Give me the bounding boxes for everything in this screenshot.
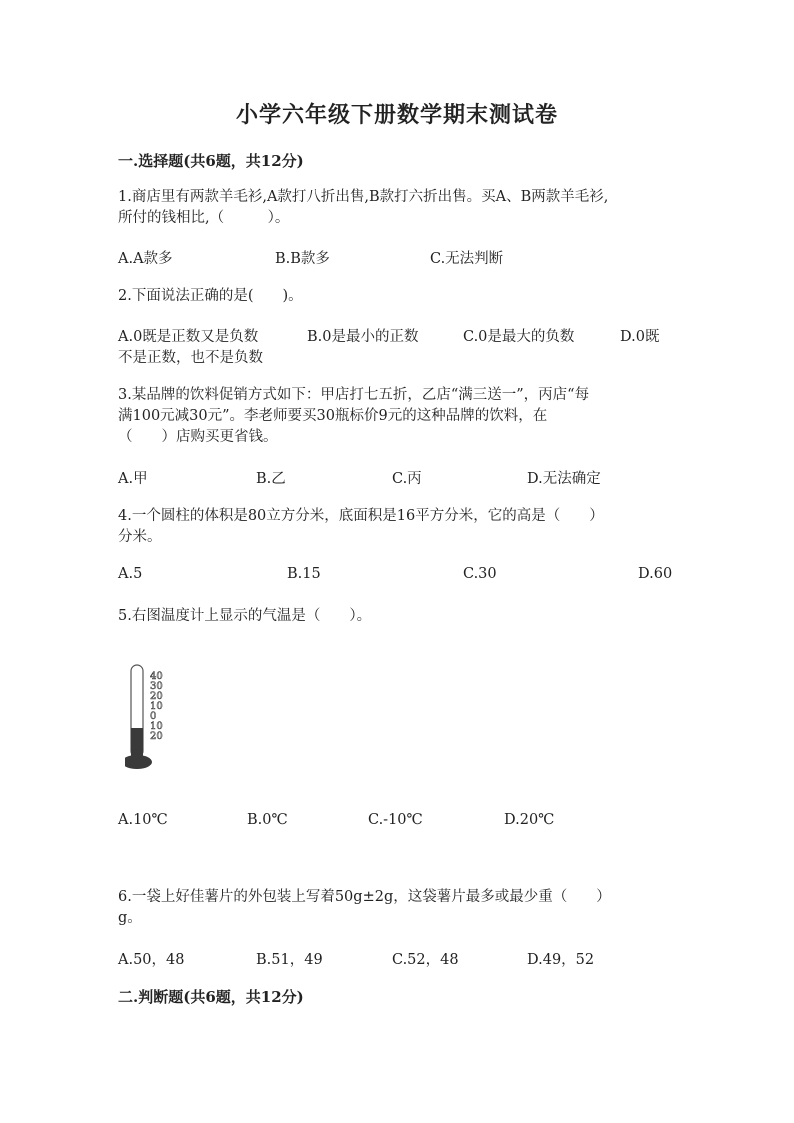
thermometer-icon <box>125 662 185 774</box>
question-6-line-2: g。 <box>118 910 142 926</box>
q3-option-d: D.无法确定 <box>527 471 601 487</box>
q6-option-b: B.51，49 <box>256 952 323 968</box>
question-3-line-3: （ ）店购买更省钱。 <box>118 429 278 445</box>
q2-option-d: D.0既 <box>620 329 660 345</box>
q2-option-b: B.0是最小的正数 <box>307 329 419 345</box>
question-2-line-1: 2.下面说法正确的是( )。 <box>118 288 303 304</box>
scale-label-40: 40 <box>150 671 163 682</box>
q6-option-c: C.52，48 <box>392 952 459 968</box>
thermometer-figure <box>125 662 185 774</box>
q6-option-d: D.49，52 <box>527 952 595 968</box>
question-4-line-1: 4.一个圆柱的体积是80立方分米，底面积是16平方分米，它的高是（ ） <box>118 508 604 524</box>
page-title: 小学六年级下册数学期末测试卷 <box>235 102 558 128</box>
q2-option-c: C.0是最大的负数 <box>463 329 575 345</box>
scale-label-minus-10: 10 <box>150 721 163 732</box>
q2-option-a: A.0既是正数又是负数 <box>118 329 259 345</box>
question-1-line-2: 所付的钱相比,（ ）。 <box>118 210 290 226</box>
question-6-line-1: 6.一袋上好佳薯片的外包装上写着50g±2g，这袋薯片最多或最少重（ ） <box>118 889 611 905</box>
thermometer-bulb <box>125 755 152 769</box>
q1-option-b: B.B款多 <box>275 251 330 267</box>
scale-label-30: 30 <box>150 681 163 692</box>
question-1-line-1: 1.商店里有两款羊毛衫,A款打八折出售,B款打六折出售。买A、B两款羊毛衫, <box>118 189 609 205</box>
q1-option-a: A.A款多 <box>118 251 173 267</box>
q4-option-d: D.60 <box>638 566 673 582</box>
q3-option-a: A.甲 <box>118 471 148 487</box>
scale-label-10: 10 <box>150 701 163 712</box>
q5-option-d: D.20℃ <box>504 812 555 828</box>
q5-option-c: C.-10℃ <box>368 812 423 828</box>
section-heading-choice: 一.选择题(共6题，共12分) <box>118 152 304 170</box>
scale-label-20: 20 <box>150 691 163 702</box>
q6-option-a: A.50，48 <box>118 952 185 968</box>
q4-option-b: B.15 <box>287 566 321 582</box>
question-3-line-2: 满100元减30元”。李老师要买30瓶标价9元的这种品牌的饮料，在 <box>118 408 548 424</box>
question-5-line-1: 5.右图温度计上显示的气温是（ ）。 <box>118 608 372 624</box>
q1-option-c: C.无法判断 <box>430 251 504 267</box>
question-4-line-2: 分米。 <box>118 529 162 545</box>
q3-option-b: B.乙 <box>256 471 286 487</box>
scale-label-0: 0 <box>150 711 157 722</box>
q5-option-a: A.10℃ <box>118 812 168 828</box>
section-heading-judgment: 二.判断题(共6题，共12分) <box>118 988 304 1006</box>
q5-option-b: B.0℃ <box>247 812 288 828</box>
q2-option-d-continued: 不是正数，也不是负数 <box>118 350 263 366</box>
q4-option-a: A.5 <box>118 566 143 582</box>
question-3-line-1: 3.某品牌的饮料促销方式如下：甲店打七五折，乙店“满三送一”，丙店“每 <box>118 387 590 403</box>
q3-option-c: C.丙 <box>392 471 422 487</box>
scale-label-minus-20: 20 <box>150 731 163 742</box>
q4-option-c: C.30 <box>463 566 497 582</box>
